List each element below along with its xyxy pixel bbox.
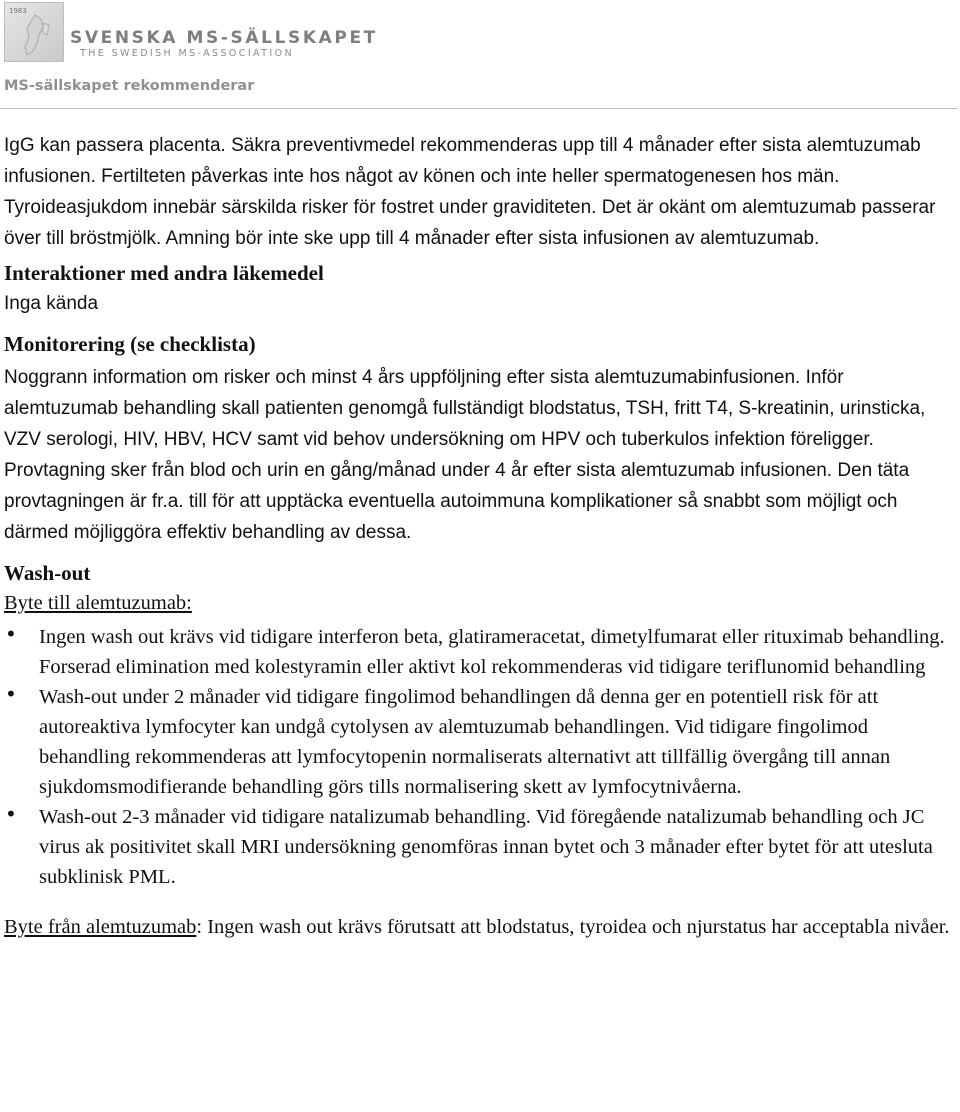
- logo-small-text: 1983: [9, 7, 27, 15]
- page-header: [0, 0, 960, 112]
- switch-to-label: Byte till alemtuzumab:: [4, 592, 192, 614]
- washout-list: [4, 622, 956, 892]
- bullet-icon: •: [5, 682, 17, 706]
- monitoring-paragraph: Noggrann information om risker och minst 4 års uppföljning efter sista alemtuzumabinfusionen. Inför alemtuzumab behandling skall patienten genomgå fullständigt blodstatus, TSH, fritt T4, S-kreatinin, urinsticka, VZV serologi, HIV, HBV, HCV samt vid behov undersökning om HPV och tuberkulos infektion föreligger. Provtagning sker från blod och urin en gång/månad under 4 år efter sista alemtuzumab infusionen. Den täta provtagningen är fr.a. till för att upptäcka eventuella autoimmuna komplikationer så snabbt som möjligt och därmed möjliggöra effektiv behandling av dessa.: [4, 367, 926, 543]
- switch-from-label: Byte från alemtuzumab: [4, 916, 197, 938]
- switch-from-text: : Ingen wash out krävs förutsatt att blodstatus, tyroidea och njurstatus har acceptabla nivåer.: [196, 916, 950, 938]
- list-item-text: Wash-out 2-3 månader vid tidigare natalizumab behandling. Vid föregående natalizumab behandling och JC virus ak positivitet skall MRI undersökning genomföras innan bytet och 3 månader efter bytet för att utesluta subklinisk PML.: [39, 806, 933, 888]
- washout-heading: Wash-out: [4, 561, 91, 585]
- bullet-icon: •: [5, 802, 17, 826]
- header-divider: [0, 108, 958, 109]
- monitoring-heading: Monitorering (se checklista): [4, 332, 256, 356]
- section-label: MS-sällskapet rekommenderar: [4, 78, 255, 94]
- logo-title: SVENSKA MS-SÄLLSKAPET: [70, 28, 378, 48]
- switch-from-paragraph: [4, 912, 956, 942]
- document-body: [4, 130, 956, 942]
- intro-paragraph: IgG kan passera placenta. Säkra preventivmedel rekommenderas upp till 4 månader efter sista alemtuzumab infusionen. Fertilteten påverkas inte hos något av könen och inte heller spermatogenesen hos män. Tyroideasjukdom innebär särskilda risker för fostret under graviditeten. Det är okänt om alemtuzumab passerar över till bröstmjölk. Amning bör inte ske upp till 4 månader efter sista infusionen av alemtuzumab.: [4, 135, 936, 249]
- list-item: [4, 802, 956, 892]
- logo-map-icon: [4, 2, 64, 62]
- interactions-heading: Interaktioner med andra läkemedel: [4, 261, 324, 285]
- list-item-text: Ingen wash out krävs vid tidigare interferon beta, glatirameracetat, dimetylfumarat eller rituximab behandling. Forserad elimination med kolestyramin eller aktivt kol rekommenderas vid tidigare teriflunomid behandling: [39, 626, 945, 678]
- list-item-text: Wash-out under 2 månader vid tidigare fingolimod behandlingen då denna ger en potentiell risk för att autoreaktiva lymfocyter kan undgå cytolysen av alemtuzumab behandlingen. Vid tidigare fingolimod behandling rekommenderas att lymfocytopenin normaliserats alternativt att tillfällig övergång till annan sjukdomsmodifierande behandling görs tills normalisering skett av lymfocytnivåerna.: [39, 686, 891, 798]
- interactions-text: Inga kända: [4, 293, 99, 314]
- list-item: [4, 682, 956, 802]
- scandinavia-map-icon: [13, 13, 53, 57]
- list-item: [4, 622, 956, 682]
- logo-subtitle: THE SWEDISH MS-ASSOCIATION: [80, 48, 294, 59]
- bullet-icon: •: [5, 622, 17, 646]
